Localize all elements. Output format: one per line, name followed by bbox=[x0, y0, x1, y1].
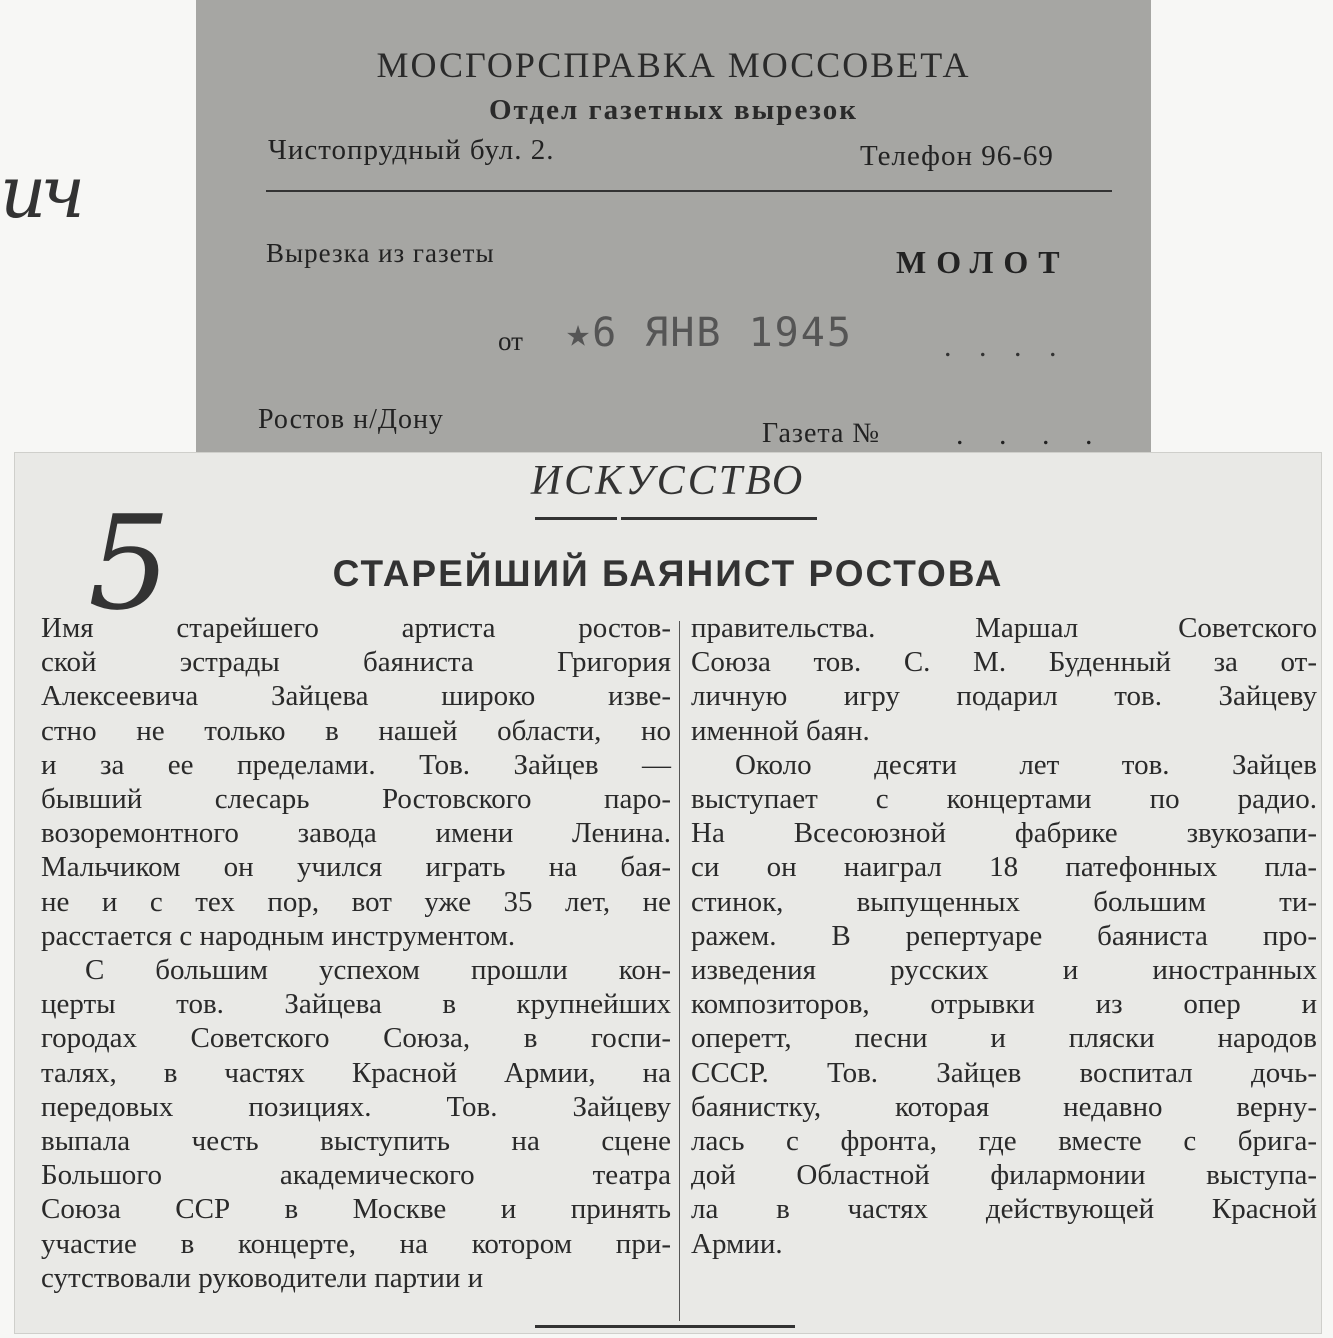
article-text-line: ской эстрады баяниста Григория bbox=[41, 646, 671, 679]
card-clip-label: Вырезка из газеты bbox=[266, 238, 495, 268]
article-text-line: С большим успехом прошли кон- bbox=[85, 954, 671, 987]
article-text-line: изведения русских и иностранных bbox=[691, 954, 1317, 987]
article-text-line: талях, в частях Красной Армии, на bbox=[41, 1056, 671, 1089]
article-text-line: и за ее пределами. Тов. Зайцев — bbox=[41, 748, 671, 781]
article-text-line: баянистку, которая недавно верну- bbox=[691, 1090, 1317, 1123]
clipping-service-card bbox=[196, 0, 1151, 470]
card-gazeta-label: Газета № bbox=[762, 418, 881, 449]
card-divider bbox=[266, 190, 1112, 192]
article-text-line: расстается с народным инструментом. bbox=[41, 919, 516, 952]
article-text-line: сутствовали руководители партии и bbox=[41, 1261, 484, 1294]
handwritten-margin-mark: ич bbox=[0, 150, 80, 234]
article-text-line: Около десяти лет тов. Зайцев bbox=[735, 748, 1317, 781]
date-stamp: ★6 ЯНВ 1945 bbox=[566, 310, 853, 356]
article-text-line: возоремонтного завода имени Ленина. bbox=[41, 817, 671, 850]
article-text-line: Мальчиком он учился играть на бая- bbox=[41, 851, 671, 884]
section-title: ИСКУССТВО bbox=[530, 458, 806, 504]
article-text-line: выступает с концертами по радио. bbox=[691, 783, 1317, 816]
article-text-line: Союза тов. С. М. Буденный за от- bbox=[691, 646, 1317, 679]
article-text-line: Алексеевича Зайцева широко изве- bbox=[41, 680, 671, 713]
article-text-line: бывший слесарь Ростовского паро- bbox=[41, 783, 671, 816]
card-gazeta-dotted-fill: . . . . bbox=[956, 418, 1107, 451]
handwritten-page-number: 5 bbox=[88, 487, 171, 639]
article-text-line: ла в частях действующей Красной bbox=[691, 1193, 1317, 1226]
newspaper-clipping bbox=[14, 452, 1322, 1334]
article-text-line: На Всесоюзной фабрике звукозапи- bbox=[691, 817, 1317, 850]
card-city: Ростов н/Дону bbox=[258, 404, 444, 435]
article-text-line: выпала честь выступить на сцене bbox=[41, 1125, 671, 1158]
article-text-line: личную игру подарил тов. Зайцеву bbox=[691, 680, 1317, 713]
article-column-left bbox=[41, 611, 671, 1295]
card-dotted-fill: . . . . bbox=[944, 330, 1067, 363]
article-text-line: Армии. bbox=[691, 1227, 783, 1260]
card-title: МОСГОРСПРАВКА МОССОВЕТА bbox=[376, 45, 971, 85]
section-rule-left bbox=[535, 517, 617, 520]
article-text-line: не и с тех пор, вот уже 35 лет, не bbox=[41, 885, 671, 918]
card-phone: Телефон 96-69 bbox=[860, 140, 1054, 172]
card-from-label: от bbox=[498, 326, 523, 356]
article-text-line: лась с фронта, где вместе с брига- bbox=[691, 1125, 1317, 1158]
article-text-line: Имя старейшего артиста ростов- bbox=[41, 612, 671, 644]
article-text-line: стно не только в нашей области, но bbox=[41, 714, 671, 747]
article-text-line: композиторов, отрывки из опер и bbox=[691, 988, 1317, 1021]
article-text-line: дой Областной филармонии выступа- bbox=[691, 1159, 1317, 1192]
article-text-line: Большого академического театра bbox=[41, 1159, 671, 1192]
article-column-right bbox=[691, 611, 1317, 1261]
article-text-line: городах Советского Союза, в госпи- bbox=[41, 1022, 671, 1055]
article-text-line: именной баян. bbox=[691, 714, 870, 747]
article-end-rule bbox=[535, 1325, 795, 1328]
article-text-line: передовых позициях. Тов. Зайцеву bbox=[41, 1090, 671, 1123]
article-text-line: участие в концерте, на котором при- bbox=[41, 1227, 671, 1260]
article-text-line: стинок, выпущенных большим ти- bbox=[691, 885, 1317, 918]
article-text-line: правительства. Маршал Советского bbox=[691, 612, 1317, 644]
article-text-line: церты тов. Зайцева в крупнейших bbox=[41, 988, 671, 1021]
card-newspaper-name: МОЛОТ bbox=[896, 244, 1070, 280]
article-text-line: си он наиграл 18 патефонных пла- bbox=[691, 851, 1317, 884]
card-address: Чистопрудный бул. 2. bbox=[268, 134, 555, 166]
column-divider bbox=[679, 621, 680, 1321]
section-rule-right bbox=[621, 517, 817, 520]
article-text-line: ражем. В репертуаре баяниста про- bbox=[691, 919, 1317, 952]
article-headline: СТАРЕЙШИЙ БАЯНИСТ РОСТОВА bbox=[332, 553, 1004, 594]
card-subtitle: Отдел газетных вырезок bbox=[488, 94, 859, 126]
article-text-line: СССР. Тов. Зайцев воспитал дочь- bbox=[691, 1056, 1317, 1089]
article-text-line: Союза ССР в Москве и принять bbox=[41, 1193, 671, 1226]
article-text-line: оперетт, песни и пляски народов bbox=[691, 1022, 1317, 1055]
